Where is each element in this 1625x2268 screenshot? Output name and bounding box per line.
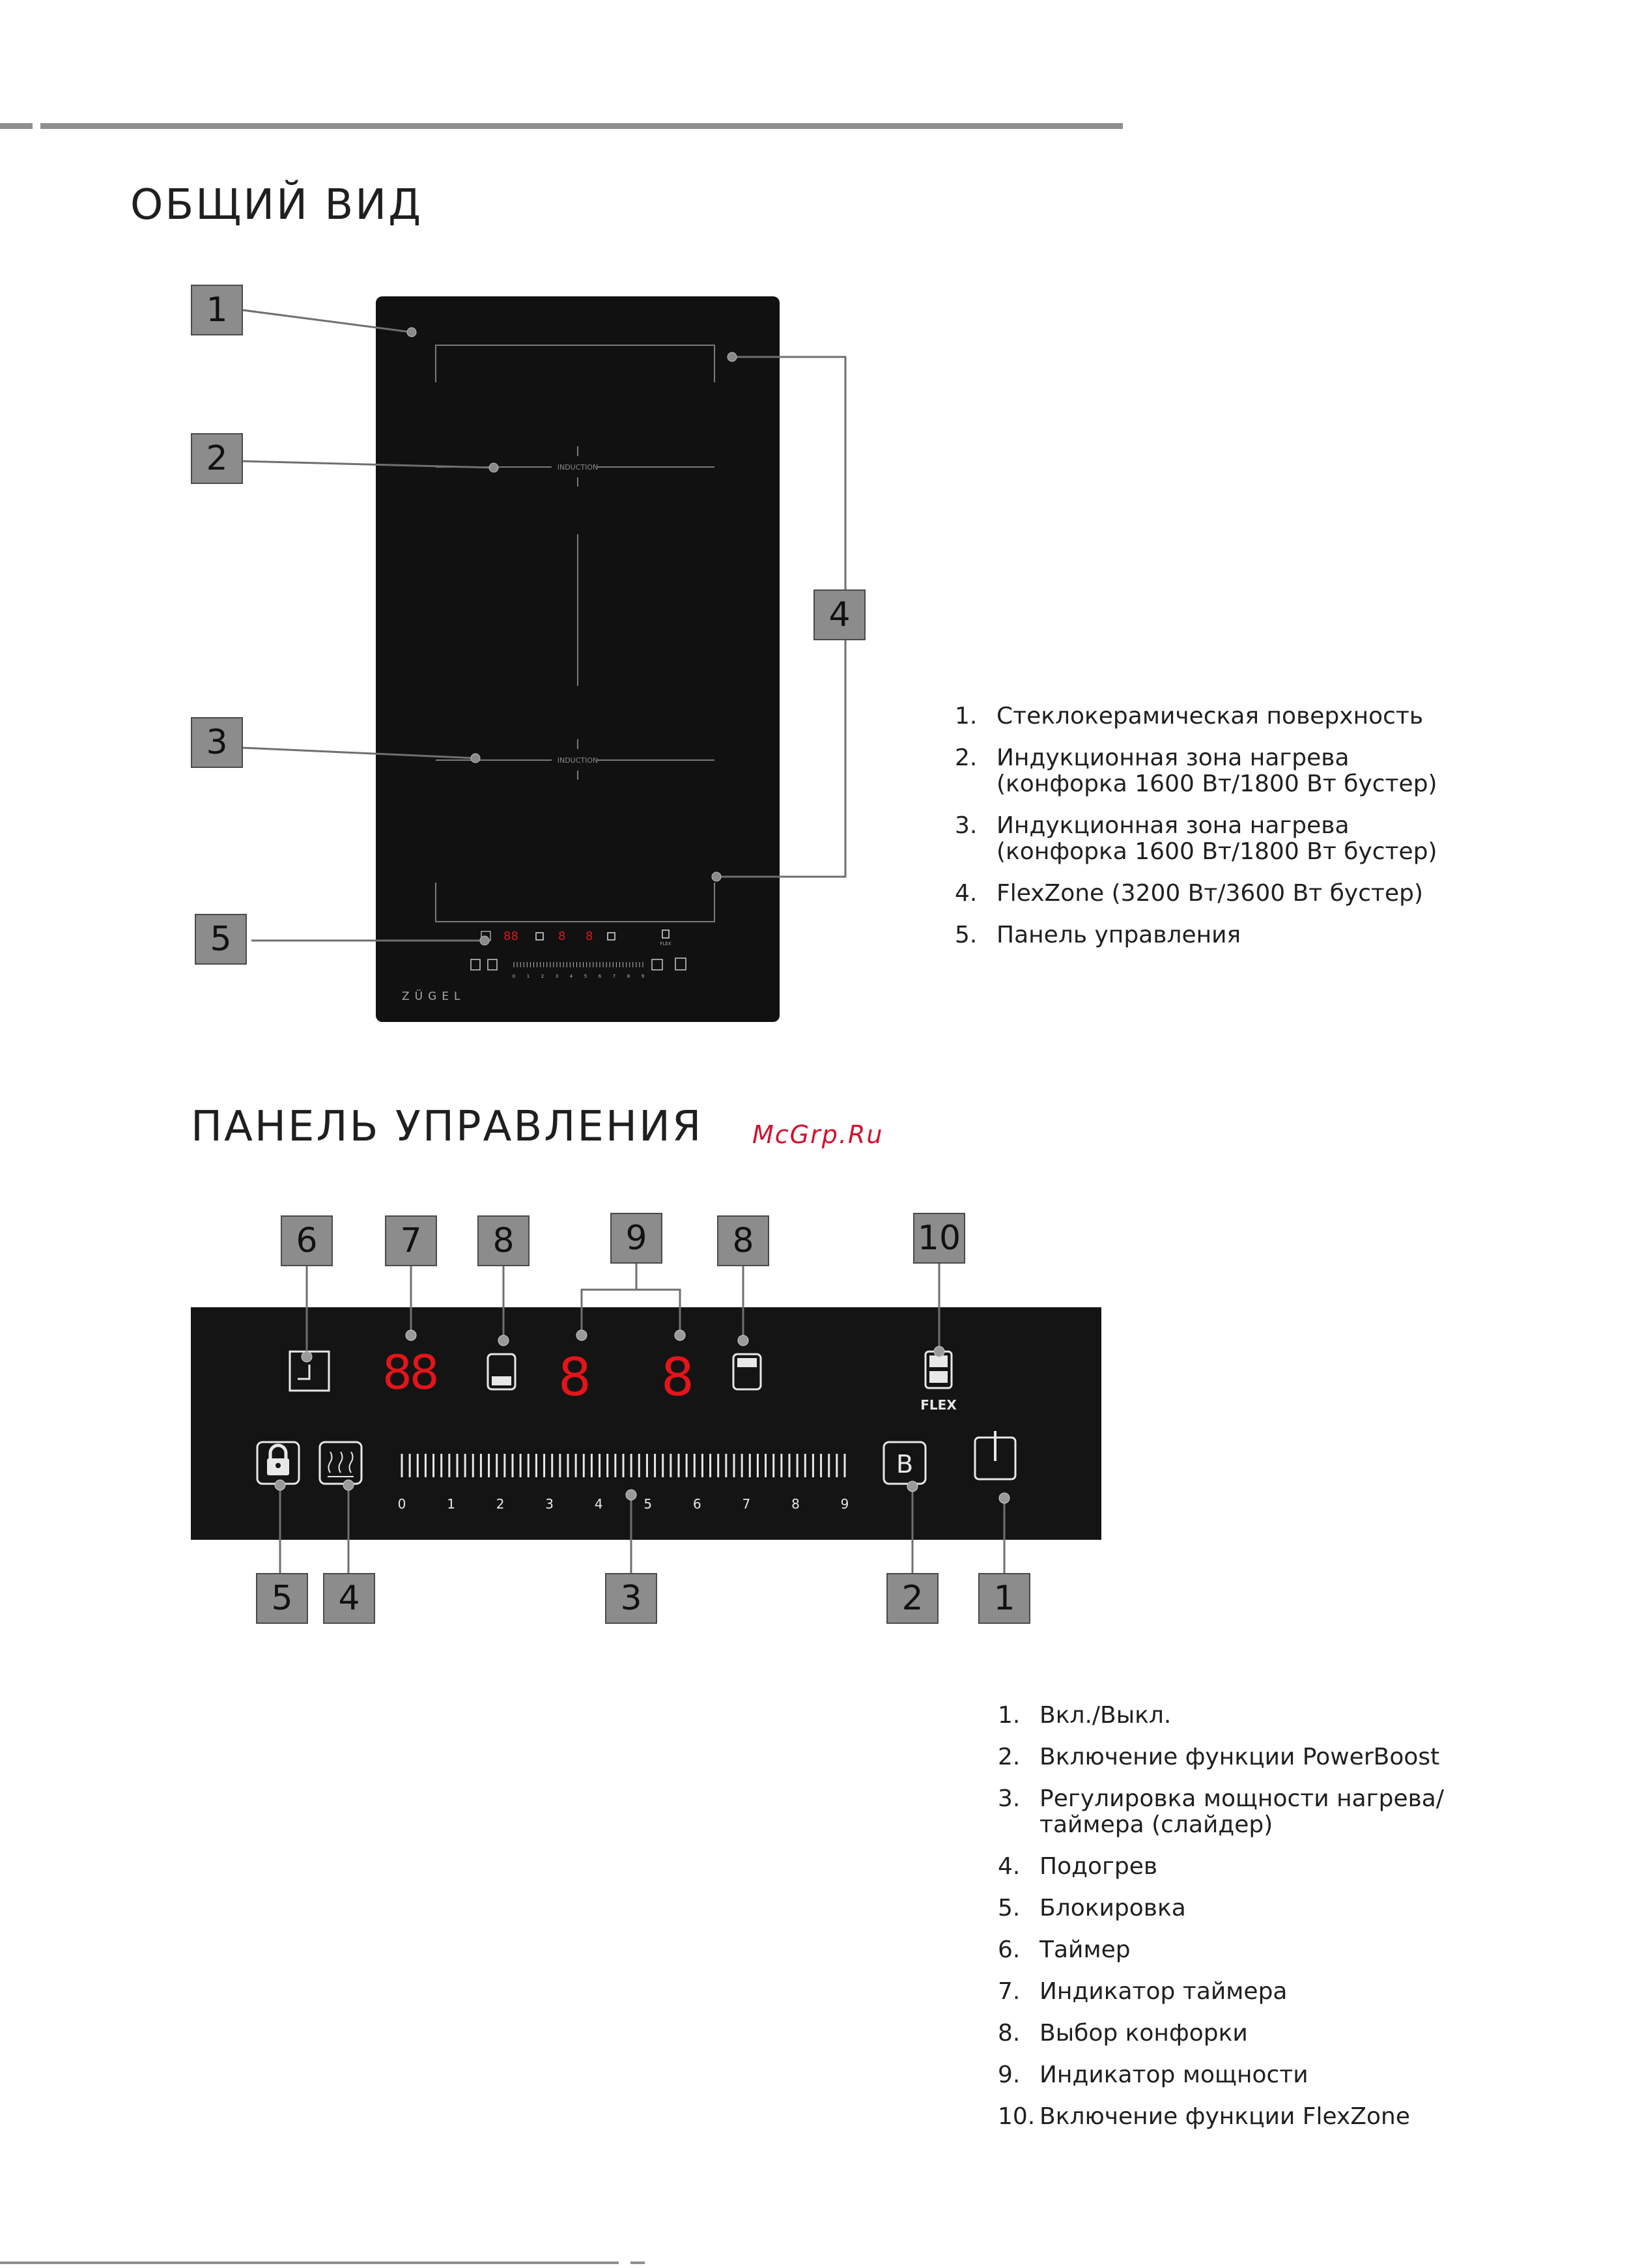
panel-legend <box>998 1703 1597 2146</box>
callout-3: 3 <box>191 717 243 768</box>
slider-scale-label: 6 <box>598 974 602 979</box>
brand-logo: ZÜGEL <box>402 990 466 1003</box>
panel-legend-item: 6. Таймер <box>998 1936 1131 1963</box>
point-3 <box>471 754 480 763</box>
panel-legend-item: 10. Включение функции FlexZone <box>998 2103 1410 2130</box>
powerboost-label: B <box>896 1450 914 1479</box>
slider-scale-label: 5 <box>643 1496 653 1512</box>
slider-scale-label: 3 <box>555 974 559 979</box>
slider-scale-label: 2 <box>496 1496 505 1512</box>
slider-scale-label: 3 <box>545 1496 554 1512</box>
panel-title: ПАНЕЛЬ УПРАВЛЕНИЯ <box>191 1103 703 1151</box>
slider-scale-label: 1 <box>526 974 530 979</box>
panel-legend-item: 4. Подогрев <box>998 1853 1158 1880</box>
overview-legend-item: 4. FlexZone (3200 Вт/3600 Вт бустер) <box>955 880 1424 907</box>
timer-display: 88 <box>382 1345 437 1400</box>
mini-flex-label: FLEX <box>660 941 671 946</box>
slider-scale-label: 8 <box>791 1496 800 1512</box>
slider-scale-label: 0 <box>512 974 516 979</box>
panel-callout-5: 5 <box>256 1573 308 1624</box>
zone1-induction-label: INDUCTION <box>557 463 599 472</box>
slider-scale-label: 7 <box>742 1496 751 1512</box>
panel-callout-7: 7 <box>385 1215 437 1266</box>
slider-scale-label: 0 <box>397 1496 406 1512</box>
overview-title: ОБЩИЙ ВИД <box>130 181 423 229</box>
panel-callout-10: 10 <box>913 1213 965 1264</box>
panel-callout-1: 1 <box>978 1573 1030 1624</box>
point-4b <box>712 872 721 881</box>
point-2 <box>489 463 498 472</box>
overview-legend <box>955 703 1541 964</box>
panel-callout-8b: 8 <box>717 1215 769 1266</box>
mini-power-display-1: 8 <box>558 929 566 943</box>
panel-callout-4: 4 <box>323 1573 375 1624</box>
callout-5: 5 <box>195 914 247 965</box>
slider-scale-label: 6 <box>692 1496 701 1512</box>
panel-callout-2: 2 <box>886 1573 939 1624</box>
callout-1: 1 <box>191 285 243 335</box>
watermark: McGrp.Ru <box>752 1120 884 1149</box>
panel-legend-item: 9. Индикатор мощности <box>998 2062 1308 2088</box>
leader-1 <box>242 310 412 332</box>
mini-power-display-2: 8 <box>586 929 593 943</box>
footer-rule <box>0 2261 619 2264</box>
overview-legend-item: 2. Индукционная зона нагрева (конфорка 1600 Вт/1800 Вт бустер) <box>955 744 1437 797</box>
mini-timer-display: 88 <box>503 929 518 943</box>
slider-scale-label: 5 <box>584 974 587 979</box>
leader-3 <box>242 748 475 758</box>
slider-scale-label: 7 <box>612 974 616 979</box>
panel-legend-item: 1. Вкл./Выкл. <box>998 1702 1172 1729</box>
leader-9b <box>636 1290 680 1335</box>
callout-2: 2 <box>191 433 243 484</box>
panel-callout-9: 9 <box>610 1213 662 1264</box>
zone2-induction-label: INDUCTION <box>557 756 599 765</box>
slider-scale-label: 2 <box>541 974 544 979</box>
slider-scale-label: 9 <box>840 1496 849 1512</box>
power-display-right: 8 <box>661 1347 694 1408</box>
panel-callout-8a: 8 <box>477 1215 530 1266</box>
power-display-left: 8 <box>558 1347 591 1408</box>
overview-legend-item: 1. Стеклокерамическая поверхность <box>955 703 1424 730</box>
panel-legend-item: 3. Регулировка мощности нагрева/ таймера (слайдер) <box>998 1785 1444 1838</box>
overview-leaders <box>0 0 912 1016</box>
panel-legend-item: 2. Включение функции PowerBoost <box>998 1744 1440 1770</box>
leader-2 <box>242 461 494 468</box>
overview-legend-item: 3. Индукционная зона нагрева (конфорка 1600 Вт/1800 Вт бустер) <box>955 812 1437 865</box>
point-4a <box>728 352 737 361</box>
slider-scale-label: 4 <box>594 1496 603 1512</box>
panel-callout-6: 6 <box>281 1215 333 1266</box>
point-5 <box>480 936 489 945</box>
panel-legend-item: 8. Выбор конфорки <box>998 2020 1248 2047</box>
panel-legend-item: 7. Индикатор таймера <box>998 1978 1288 2005</box>
panel-leaders <box>0 1172 1172 1628</box>
slider-scale-label: 9 <box>641 974 645 979</box>
overview-legend-item: 5. Панель управления <box>955 922 1241 948</box>
panel-legend-item: 5. Блокировка <box>998 1895 1186 1921</box>
slider-scale-label: 4 <box>569 974 573 979</box>
callout-4: 4 <box>813 589 866 640</box>
slider-scale-label: 8 <box>627 974 630 979</box>
point-1 <box>407 328 416 337</box>
slider-scale-label: 1 <box>447 1496 455 1512</box>
leader-9a <box>582 1264 636 1335</box>
flex-label: FLEX <box>920 1397 957 1413</box>
footer-rule-short <box>630 2261 645 2264</box>
panel-callout-3: 3 <box>605 1573 657 1624</box>
